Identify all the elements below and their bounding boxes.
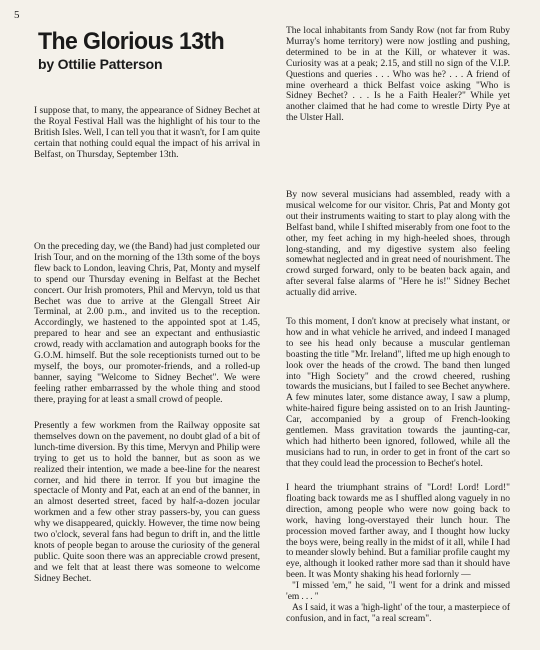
paragraph-right-3: To this moment, I don't know at precisely what instant, or how and in what vehicle he arrived, and indeed I managed to see his head only because a muscular gentleman boasting the title "Mr. Ireland", lifted me up high enough to look over the heads of the crowd. The band then lunged into "High Society" and the crowd cheered, rushing towards the musicians, but I failed to see Bechet anywhere. A few minutes later, some distance away, I saw a plump, white-haired figure being assisted on to an Irish Jaunting-Car, accompanied by a group of French-looking gentlemen. Mass gravitation towards the jaunting-car, which had hitherto been ignored, followed, while all the musicians had to run, in order to get in front of the cart so that they could lead the procession to Bechet's hotel. xyxy=(286,317,510,469)
paragraph-left-3: Presently a few workmen from the Railway opposite sat themselves down on the pavement, no doubt glad of a bit of lunch-time diversion. By this time, Mervyn and Philip were trying to get us to hold the banner, but as soon as we realized their intention, we made a bee-line for the nearest corner, and hid there in terror. If you but imagine the spectacle of Monty and Pat, each at an end of the banner, in an almost deserted street, faced by half-a-dozen jocular workmen and a few other stray passers-by, you can guess why we disappeared, quickly. However, the time now being two o'clock, several fans had begun to drift in, and the little knots of people began to arouse the curiosity of the general public. Quite soon there was an appreciable crowd present, and we felt that at least there was someone to welcome Sidney Bechet. xyxy=(34,421,260,584)
paragraph-left-1: I suppose that, to many, the appearance of Sidney Bechet at the Royal Festival Hall was the highlight of his tour to the British Isles. Well, I can tell you that it wasn't, for I am quite certain that nothing could equal the impact of his arrival in Belfast, on Thursday, September 13th. xyxy=(34,106,260,160)
paragraph-right-1: The local inhabitants from Sandy Row (not far from Ruby Murray's home territory) were now jostling and pushing, determined to be in at the Kill, or whatever it was. Curiosity was at a peak; 2.15, and still no sign of the V.I.P. Questions and queries . . . Who was he? . . . A friend of mine overheard a thick Belfast voice asking "Who is Sidney Bechet? . . . Is he a Faith Healer?" While yet another claimed that he had come to wrestle Dirty Pye at the Ulster Hall. xyxy=(286,26,510,124)
paragraph-right-5: "I missed 'em," he said, "I went for a drink and missed 'em . . . " xyxy=(286,581,510,603)
paragraph-left-2: On the preceding day, we (the Band) had just completed our Irish Tour, and on the morning of the 13th some of the boys flew back to London, leaving Chris, Pat, Monty and myself to spend our Thursday evening in Belfast at the Bechet concert. Our Irish promoters, Phil and Mervyn, told us that Bechet was due to arrive at the Glengall Street Air Terminal, at 2.00 p.m., and invited us to the reception. Accordingly, we hastened to the appointed spot at 1.45, prepared to hear and see an expectant and enthusiastic crowd, ready with acclamation and autograph books for the G.O.M. himself. But the sole receptionists turned out to be myself, the boys, our promoter-friends, and a rolled-up banner, saying "Welcome to Sidney Bechet". We were feeling rather embarrassed by the whole thing and stood there, praying for at least a small crowd of people. xyxy=(34,242,260,405)
page-number: 5 xyxy=(14,9,20,21)
paragraph-right-4: I heard the triumphant strains of "Lord! Lord! Lord!" floating back towards me as I shuffled along vaguely in no direction, among people who were now going back to work, having long-overstayed their lunch hour. The procession moved farther away, and I thought how lucky the boys were, being really in the midst of it all, while I had to meander slowly behind. But a familiar profile caught my eye, although it looked rather more sad than it should have been. It was Monty shaking his head forlornly — xyxy=(286,483,510,581)
article-byline: by Ottilie Patterson xyxy=(38,56,163,72)
paragraph-right-2: By now several musicians had assembled, ready with a musical welcome for our visitor. Chris, Pat and Monty got out their instruments waiting to start to play along with the Belfast band, while I shifted miserably from one foot to the other, my feet aching in my high-heeled shoes, through long-standing, and my digestive system also feeling somewhat neglected and in great need of nourishment. The crowd surged forward, only to be beaten back again, and after several false alarms of "Here he is!" Sidney Bechet actually did arrive. xyxy=(286,190,510,299)
closing-passage xyxy=(286,483,510,625)
paragraph-right-6: As I said, it was a 'high-light' of the tour, a masterpiece of confusion, and in fact, "a real scream". xyxy=(286,602,510,624)
article-title: The Glorious 13th xyxy=(38,28,225,55)
